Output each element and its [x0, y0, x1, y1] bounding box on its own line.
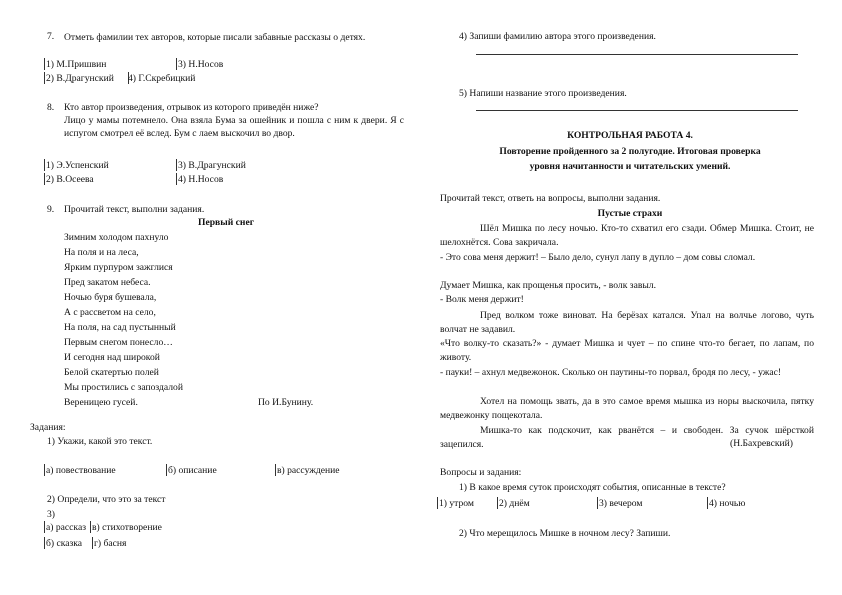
questions-label: Вопросы и задания:: [440, 467, 522, 478]
story-author: (Н.Бахревский): [730, 438, 793, 449]
instruction: Прочитай текст, ответь на вопросы, выполни задания.: [440, 193, 661, 204]
test-subtitle-2: уровня начитанности и читательских умений.: [529, 161, 731, 172]
rq2-text: 2) Что мерещилось Мишке в ночном лесу? Запиши.: [459, 528, 671, 539]
checkbox-q8-2[interactable]: [44, 173, 45, 185]
q8-excerpt: Лицо у мамы потемнело. Она взяла Бума за ошейник и пошла с ним к двери. Я с испугом смотрел её вслед. Бум с лаем выскочил во двор.: [64, 115, 404, 139]
story-paragraph: - Волк меня держит!: [440, 294, 524, 305]
rq1-option-3: 3) вечером: [599, 498, 643, 509]
rq1-option-4: 4) ночью: [709, 498, 746, 509]
checkbox-q8-4[interactable]: [176, 173, 177, 185]
q7-option-2: 2) В.Драгунский: [46, 73, 114, 84]
q7-text: Отметь фамилии тех авторов, которые писали забавные рассказы о детях.: [64, 32, 366, 43]
rq1-text: 1) В какое время суток происходят события, описанные в тексте?: [459, 482, 726, 493]
q7-option-3: 3) Н.Носов: [178, 59, 224, 70]
checkbox-q7-1[interactable]: [44, 58, 45, 70]
checkbox-task1-c[interactable]: [275, 464, 276, 476]
poem-line: Ночью буря бушевала,: [64, 292, 157, 303]
q7-option-1: 1) М.Пришвин: [46, 59, 107, 70]
task2-option-g: г) басня: [94, 538, 127, 549]
task1-option-a: а) повествование: [46, 465, 116, 476]
task2-num3: 3): [47, 509, 55, 520]
q8-option-4: 4) Н.Носов: [178, 174, 224, 185]
q7-number: 7.: [47, 31, 55, 42]
checkbox-rq1-4[interactable]: [707, 497, 708, 509]
checkbox-task2-b[interactable]: [44, 537, 45, 549]
poem-line: Мы простились с запоздалой: [64, 382, 183, 393]
q8-option-2: 2) В.Осеева: [46, 174, 94, 185]
q4-text: 4) Запиши фамилию автора этого произведения.: [459, 31, 656, 42]
task2-option-b: б) сказка: [46, 538, 83, 549]
checkbox-q7-3[interactable]: [176, 58, 177, 70]
poem-line: Пред закатом небеса.: [64, 277, 151, 288]
story-paragraph: Шёл Мишка по лесу ночью. Кто-то схватил его сзади. Обмер Мишка. Стоит, не шелохнётся. Сова закричала.: [440, 223, 814, 248]
q5-text: 5) Напиши название этого произведения.: [459, 88, 627, 99]
poem-line: На поля и на леса,: [64, 247, 139, 258]
q4-answer-line[interactable]: [476, 54, 798, 55]
q9-text: Прочитай текст, выполни задания.: [64, 204, 205, 215]
story-paragraph: «Что волку-то сказать?» - думает Мишка и чует – по спине что-то бегает, по лапам, по животу.: [440, 338, 814, 363]
checkbox-task1-a[interactable]: [44, 464, 45, 476]
poem-line: Белой скатертью полей: [64, 367, 159, 378]
q8-text: Кто автор произведения, отрывок из которого приведён ниже?: [64, 102, 319, 113]
checkbox-task2-a[interactable]: [44, 521, 45, 533]
task1-text: 1) Укажи, какой это текст.: [47, 436, 153, 447]
poem-line: А с рассветом на село,: [64, 307, 156, 318]
q8-option-1: 1) Э.Успенский: [46, 160, 109, 171]
test-subtitle-1: Повторение пройденного за 2 полугодие. Итоговая проверка: [499, 146, 761, 157]
story-paragraph: Мишка-то как подскочит, как рванётся – и свободен. За сучок шёрсткой зацепился.: [440, 425, 814, 450]
q9-number: 9.: [47, 204, 55, 215]
rq1-option-1: 1) утром: [439, 498, 474, 509]
checkbox-task2-g[interactable]: [92, 537, 93, 549]
story-paragraph: Хотел на помощь звать, да в это самое время мышка из норы выскочила, пятку медвежонку пощекотала.: [440, 396, 814, 421]
poem-line: Первым снегом понесло…: [64, 337, 173, 348]
poem-line: Зимним холодом пахнуло: [64, 232, 169, 243]
checkbox-q8-3[interactable]: [176, 159, 177, 171]
checkbox-rq1-1[interactable]: [437, 497, 438, 509]
poem-line: Вереницею гусей.: [64, 397, 138, 408]
q8-option-3: 3) В.Драгунский: [178, 160, 246, 171]
task2-option-a: а) рассказ: [46, 522, 86, 533]
poem-author: По И.Бунину.: [258, 397, 314, 408]
rq1-option-2: 2) днём: [499, 498, 530, 509]
story-paragraph: - Это сова меня держит! – Было дело, сунул лапу в дупло – дом совы сломал.: [440, 252, 756, 263]
task1-option-c: в) рассуждение: [277, 465, 340, 476]
poem-line: Ярким пурпуром зажглися: [64, 262, 173, 273]
checkbox-rq1-3[interactable]: [597, 497, 598, 509]
test-title: КОНТРОЛЬНАЯ РАБОТА 4.: [567, 130, 693, 141]
task1-option-b: б) описание: [168, 465, 217, 476]
checkbox-task2-v[interactable]: [90, 521, 91, 533]
q8-number: 8.: [47, 102, 55, 113]
story-paragraph: - пауки! – ахнул медвежонок. Сколько он паутины-то порвал, бродя по лесу, - ужас!: [440, 367, 782, 378]
poem-line: На поля, на сад пустынный: [64, 322, 176, 333]
story-paragraph: Думает Мишка, как прощенья просить, - волк завыл.: [440, 280, 656, 291]
q7-option-4: 4) Г.Скребицкий: [128, 73, 196, 84]
story-paragraph: Пред волком тоже виноват. На берёзах катался. Упал на волчье логово, чуть волчат не задавил.: [440, 310, 814, 335]
tasks-label: Задания:: [30, 422, 66, 433]
story-title: Пустые страхи: [597, 208, 663, 219]
q5-answer-line[interactable]: [476, 110, 798, 111]
task2-option-v: в) стихотворение: [92, 522, 162, 533]
task2-text: 2) Определи, что это за текст: [47, 494, 166, 505]
checkbox-rq1-2[interactable]: [497, 497, 498, 509]
checkbox-q8-1[interactable]: [44, 159, 45, 171]
checkbox-q7-2[interactable]: [44, 72, 45, 84]
poem-line: И сегодня над широкой: [64, 352, 160, 363]
checkbox-task1-b[interactable]: [166, 464, 167, 476]
poem-title: Первый снег: [198, 217, 255, 228]
